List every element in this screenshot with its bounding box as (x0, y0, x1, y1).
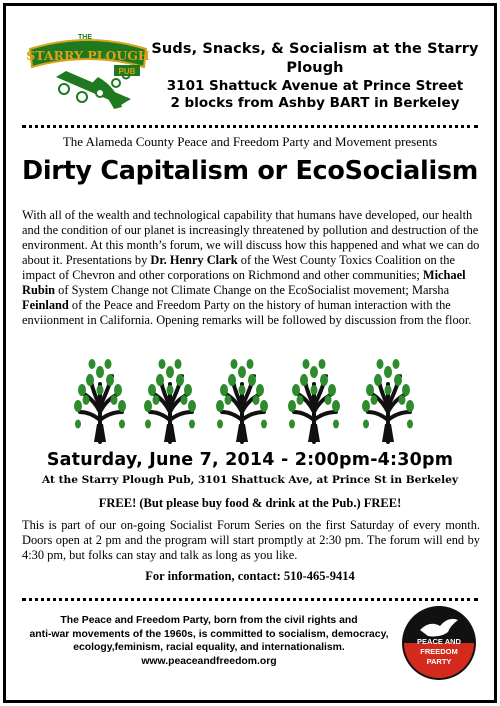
event-title: Dirty Capitalism or EcoSocialism (21, 156, 479, 186)
description-part-3: of System Change not Climate Change on the EcoSocialist movement; Marsha (55, 283, 450, 297)
pfp-logo (400, 604, 478, 682)
description-part-4: of the Peace and Freedom Party on the history of human interaction with the enviionment in California. Opening remarks will be followed by discussion from the floor. (22, 298, 472, 327)
description-part-2: of the West County Toxics Coalition on the impact of Chevron and other corporations on Richmond and other communities; (22, 253, 455, 282)
dotted-divider-bottom (22, 598, 478, 601)
event-date-time: Saturday, June 7, 2014 - 2:00pm-4:30pm (46, 450, 454, 470)
pfp-statement-line-3: ecology,feminism, racial equality, and internationalism. (73, 642, 345, 653)
forum-series-info: This is part of our on-going Socialist Forum Series on the first Saturday of every month. Doors open at 2 pm and the program will start promptly at 2:30 pm. The forum will end by 4:30 pm, but folks can stay and talk as long as you like. (22, 518, 480, 562)
tree-icon-4 (288, 359, 340, 442)
event-location: At the Starry Plough Pub, 3101 Shattuck Ave, at Prince St in Berkeley (41, 474, 458, 486)
pfp-statement (28, 614, 390, 668)
pfp-website: www.peaceandfreedom.org (141, 655, 277, 667)
pfp-statement-line-2: anti-war movements of the 1960s, is committed to socialism, democracy, (29, 628, 389, 640)
venue-address: 3101 Shattuck Avenue at Prince Street (166, 78, 464, 94)
tree-icon-1 (74, 359, 126, 442)
pub-logo-top-text: THE (78, 34, 92, 41)
description-intro: With all of the wealth and technological capability that humans have developed, our health and the condition of our planet is increasingly threatened by pollution and destruction of the environment. At this month’s forum, we will discuss how this happened and what we can do about it. Presentations by (22, 208, 480, 267)
tree-icon-2 (144, 359, 196, 442)
speaker-feinland: Feinland (22, 298, 69, 312)
tree-icon-5 (362, 359, 414, 442)
venue-headline: Suds, Snacks, & Socialism at the Starry Plough (151, 41, 479, 76)
plough-icon (56, 71, 131, 109)
pfp-logo-line-2: FREEDOM (420, 647, 458, 656)
contact-info: For information, contact: 510-465-9414 (145, 569, 355, 583)
free-admission-note: FREE! (But please buy food & drink at the Pub.) FREE! (98, 496, 402, 510)
pfp-logo-line-1: PEACE AND (417, 637, 461, 646)
venue-info (150, 40, 480, 112)
speaker-michael-rubin: Michael Rubin (22, 268, 466, 297)
event-description (22, 208, 480, 328)
venue-directions: 2 blocks from Ashby BART in Berkeley (170, 95, 460, 111)
dotted-divider-top (22, 125, 478, 128)
trees-illustration (70, 354, 430, 444)
pfp-logo-line-3: PARTY (426, 657, 452, 666)
tree-icon-3 (216, 359, 268, 442)
speaker-henry-clark: Dr. Henry Clark (150, 253, 238, 267)
pfp-statement-line-1: The Peace and Freedom Party, born from the civil rights and (60, 615, 358, 626)
starry-plough-logo (26, 27, 150, 113)
presenter-line: The Alameda County Peace and Freedom Party and Movement presents (62, 134, 438, 149)
pub-logo-sub-text: PUB (118, 67, 136, 76)
pub-logo-main-text: STARRY PLOUGH (26, 48, 150, 63)
